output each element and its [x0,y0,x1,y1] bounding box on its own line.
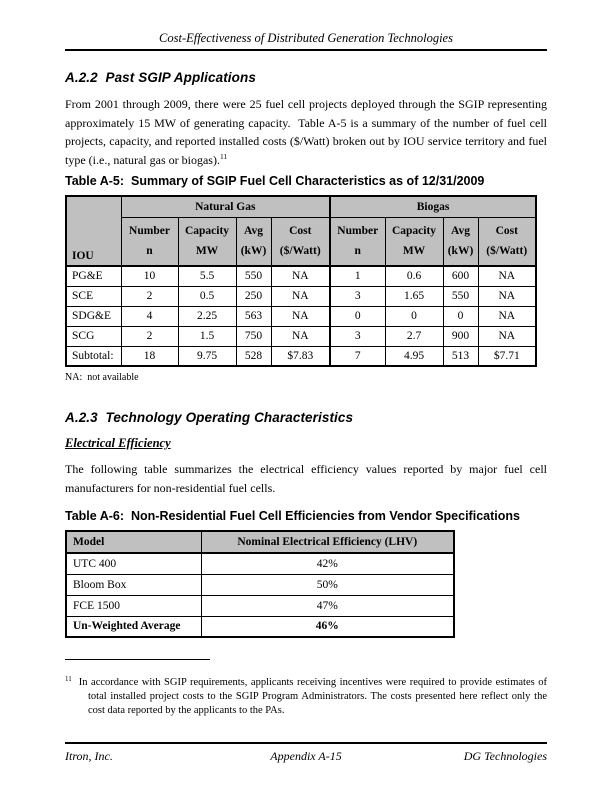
table-cell: 250 [236,286,271,306]
column-header-cost: Cost ($/Watt) [271,217,330,266]
footnote-reference: 11 [219,151,228,161]
table-cell: 9.75 [178,346,236,366]
table-cell: 528 [236,346,271,366]
section-heading-a22: A.2.2 Past SGIP Applications [65,70,256,85]
column-header-capacity: Capacity MW [385,217,443,266]
table-cell: NA [271,326,330,346]
column-header-number: Number n [121,217,178,266]
page-header [65,0,547,51]
column-header-number: Number n [330,217,385,266]
table-a5-group-header-row [66,196,536,217]
table-a5-note: NA: not available [65,372,139,383]
table-cell: 10 [121,266,178,286]
footnote-text: In accordance with SGIP requirements, applicants receiving incentives were required to provide estimates of total installed project costs to the SGIP Program Administrators. The costs presented here reflect only the cost data reported by the applicants to the PAs. [78,677,547,716]
column-header-cost: Cost ($/Watt) [478,217,536,266]
table-a5 [65,195,537,367]
table-cell: 2 [121,286,178,306]
table-cell: 1 [330,266,385,286]
table-cell: 50% [201,574,454,595]
table-cell: 4.95 [385,346,443,366]
table-cell: 0.5 [178,286,236,306]
table-a5-title: Table A-5: Summary of SGIP Fuel Cell Characteristics as of 12/31/2009 [65,174,485,188]
table-cell: 0 [385,306,443,326]
table-cell: 750 [236,326,271,346]
table-row [66,326,536,346]
group-header-natural-gas: Natural Gas [121,196,330,217]
table-cell: 550 [236,266,271,286]
table-cell: $7.83 [271,346,330,366]
column-header-avg: Avg (kW) [443,217,478,266]
paragraph-a23: The following table summarizes the electrical efficiency values reported by major fuel cell manufacturers for non-residential fuel cells. [65,462,547,495]
table-row [66,286,536,306]
table-cell: 1.5 [178,326,236,346]
table-row-subtotal [66,346,536,366]
table-cell: 47% [201,595,454,616]
footer-section: DG Technologies [463,749,547,763]
table-a6-header-row [66,531,454,553]
table-cell: 5.5 [178,266,236,286]
table-cell: 600 [443,266,478,286]
column-header-capacity: Capacity MW [178,217,236,266]
table-cell: 0.6 [385,266,443,286]
running-header-title: Cost-Effectiveness of Distributed Generation Technologies [159,31,453,45]
row-label: Bloom Box [66,574,201,595]
paragraph-a22 [65,95,547,169]
row-label: Un-Weighted Average [66,616,201,637]
column-header-avg: Avg (kW) [236,217,271,266]
table-cell: 4 [121,306,178,326]
table-cell: 563 [236,306,271,326]
table-cell: 2.25 [178,306,236,326]
table-cell: $7.71 [478,346,536,366]
table-cell: 2 [121,326,178,346]
table-cell: 18 [121,346,178,366]
table-cell: NA [478,266,536,286]
row-label: SDG&E [66,306,121,326]
row-label: FCE 1500 [66,595,201,616]
table-a5-column-header-row [66,217,536,266]
column-header-model: Model [66,531,201,553]
table-a6 [65,530,455,638]
footnote-marker: 11 [65,674,72,683]
row-label: UTC 400 [66,553,201,574]
table-row-average [66,616,454,637]
group-header-biogas: Biogas [330,196,536,217]
table-cell: 1.65 [385,286,443,306]
page-footer [65,742,547,766]
footer-company: Itron, Inc. [65,749,113,763]
table-cell: 46% [201,616,454,637]
table-cell: NA [271,306,330,326]
row-label: SCG [66,326,121,346]
row-label: Subtotal: [66,346,121,366]
table-row [66,306,536,326]
table-cell: 550 [443,286,478,306]
footnote [65,676,547,718]
table-row [66,553,454,574]
row-label: SCE [66,286,121,306]
table-cell: 42% [201,553,454,574]
table-row [66,595,454,616]
table-cell: NA [478,326,536,346]
footer-page-label: Appendix A-15 [270,749,342,763]
table-cell: NA [478,306,536,326]
table-cell: 900 [443,326,478,346]
table-a6-title: Table A-6: Non-Residential Fuel Cell Efficiencies from Vendor Specifications [65,509,520,523]
table-row [66,574,454,595]
row-label: PG&E [66,266,121,286]
table-cell: 0 [330,306,385,326]
table-cell: NA [478,286,536,306]
table-row [66,266,536,286]
table-cell: 513 [443,346,478,366]
table-cell: 3 [330,286,385,306]
footnote-separator [65,659,210,660]
table-cell: NA [271,286,330,306]
paragraph-a22-text: From 2001 through 2009, there were 25 fuel cell projects deployed through the SGIP representing approximately 15 MW of generating capacity. Table A-5 is a summary of the number of fuel cell projects, capacity, and reported installed costs ($/Watt) broken out by IOU service territory and fuel type (i.e., natural gas or biogas). [65,97,547,167]
section-heading-a23: A.2.3 Technology Operating Characteristics [65,410,354,425]
table-cell: 7 [330,346,385,366]
subsection-heading-electrical-efficiency: Electrical Efficiency [65,436,171,450]
column-header-efficiency: Nominal Electrical Efficiency (LHV) [201,531,454,553]
table-cell: 2.7 [385,326,443,346]
table-cell: NA [271,266,330,286]
column-header-iou: IOU [66,196,121,266]
table-cell: 3 [330,326,385,346]
table-cell: 0 [443,306,478,326]
